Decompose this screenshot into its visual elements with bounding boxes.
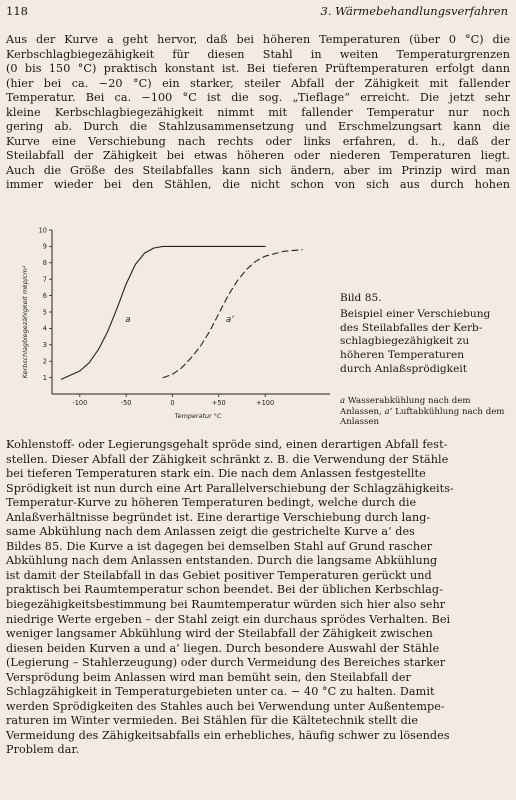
text-line: praktisch bei Raumtemperatur schon beendet. Bei der üblichen Kerbschlag-	[6, 583, 443, 597]
y-tick-label: 3	[42, 341, 47, 350]
text-line: Bildes 85. Die Kurve a ist dagegen bei demselben Stahl auf Grund rascher	[6, 539, 433, 553]
paragraph-upper	[6, 33, 510, 193]
x-tick-label: +100	[256, 399, 275, 407]
text-line: (0 bis 150 °C) praktisch konstant ist. Bei tieferen Prüftemperaturen erfolgt dann	[6, 62, 510, 76]
y-tick-label: 7	[42, 275, 47, 284]
text-line: same Abkühlung nach dem Anlassen zeigt die gestrichelte Kurve a’ des	[6, 525, 415, 539]
text-line: Auch die Größe des Steilabfalles kann sich ändern, aber im Prinzip wird man	[6, 163, 510, 177]
y-tick-label: 9	[42, 242, 47, 251]
x-tick-label: -50	[120, 399, 132, 407]
text-line: ist damit der Steilabfall in das Gebiet positiver Temperaturen gerückt und	[6, 568, 432, 582]
curve-label: a’	[225, 314, 234, 325]
caption-line: des Steilabfalles der Kerb-	[340, 321, 483, 334]
text-line: immer wieder bei den Stählen, die nicht schon von sich aus durch hohen	[6, 178, 510, 192]
caption-line: durch Anlaßsprödigkeit	[340, 362, 467, 375]
caption-label: Bild 85.	[340, 292, 382, 304]
text-line: Problem dar.	[6, 743, 80, 757]
legend-a-symbol: a	[340, 396, 346, 406]
text-line: stellen. Dieser Abfall der Zähigkeit schränkt z. B. die Verwendung der Stähle	[6, 452, 449, 466]
text-line: (hier bei ca. −20 °C) ein starker, steiler Abfall der Zähigkeit mit fallender	[6, 76, 510, 90]
chapter-title: 3. Wärmebehandlungsverfahren	[320, 4, 508, 18]
text-line: Temperatur-Kurve zu höheren Temperaturen bedingt, welche durch die	[6, 496, 417, 510]
x-axis-label: Temperatur °C	[174, 412, 222, 420]
text-line: Steilabfall der Zähigkeit bei etwas höheren oder niederen Temperaturen liegt.	[6, 149, 510, 163]
text-line: Temperatur. Bei ca. −100 °C ist die sog. „Tieflage“ erreicht. Die jetzt sehr	[6, 91, 510, 105]
text-line: Sprödigkeit ist nun durch eine Art Parallelverschiebung der Schlagzähigkeits-	[6, 481, 454, 495]
text-line: (Legierung – Stahlerzeugung) oder durch Vermeidung des Bereiches starker	[6, 656, 446, 670]
y-tick-label: 2	[42, 357, 47, 366]
y-tick-label: 10	[38, 226, 47, 235]
caption-line: schlagbiegezähigkeit zu	[340, 335, 470, 348]
text-line: diesen beiden Kurven a und a’ liegen. Durch besondere Auswahl der Stähle	[6, 641, 440, 655]
page-number: 118	[6, 4, 28, 18]
caption-line: Beispiel einer Verschiebung	[340, 307, 491, 320]
text-line: Aus der Kurve a geht hervor, daß bei höheren Temperaturen (über 0 °C) die	[6, 33, 510, 46]
y-tick-label: 6	[42, 291, 47, 300]
legend-a-prime-text: Luftabkühlung nach dem Anlassen	[340, 406, 505, 428]
legend-a-prime-symbol: a’	[384, 406, 393, 417]
curve-a-line	[61, 246, 265, 379]
text-line: raturen im Winter vermieden. Bei Stählen für die Kältetechnik stellt die	[6, 714, 419, 728]
y-tick-label: 5	[42, 308, 47, 317]
figure-legend	[340, 396, 508, 428]
impact-toughness-chart	[18, 222, 336, 434]
text-line: Schlagzähigkeit in Temperaturgebieten unter ca. − 40 °C zu halten. Damit	[6, 685, 435, 699]
y-tick-label: 1	[42, 373, 47, 382]
figure-85	[18, 222, 336, 434]
y-axis-label: Kerbschlagbiegezähigkeit mkp/cm²	[21, 265, 29, 379]
text-line: Versprödung beim Anlassen wird man bemüht sein, den Steilabfall der	[6, 670, 411, 684]
y-tick-label: 8	[42, 259, 47, 268]
caption-line: höheren Temperaturen	[340, 349, 465, 362]
text-line: gering ab. Durch die Stahlzusammensetzung und Erschmelzungsart kann die	[6, 120, 510, 134]
text-line: Vermeidung des Zähigkeitsabfalls ein erhebliches, häufig schwer zu lösendes	[6, 728, 450, 742]
text-line: Anlaßverhältnisse begründet ist. Eine derartige Verschiebung durch lang-	[6, 510, 431, 524]
x-tick-label: 0	[170, 399, 175, 407]
figure-caption	[340, 292, 508, 377]
text-line: Kurve eine Verschiebung nach rechts oder links erfahren, d. h., daß der	[6, 134, 510, 148]
curve-label: a	[125, 314, 131, 325]
curve-a-prime-line	[163, 250, 302, 378]
text-line: biegezähigkeitsbestimmung bei Raumtemperatur würden sich hier also sehr	[6, 598, 446, 612]
text-line: Kerbschlagbiegezähigkeit für diesen Stahl in weiten Temperaturgrenzen	[6, 47, 510, 61]
text-line: Abkühlung nach dem Anlassen entstanden. Durch die langsame Abkühlung	[6, 554, 438, 568]
y-tick-label: 4	[42, 324, 47, 333]
text-line: Kohlenstoff- oder Legierungsgehalt spröde sind, einen derartigen Abfall fest-	[6, 438, 448, 451]
text-line: bei tieferen Temperaturen stark ein. Die nach dem Anlassen festgestellte	[6, 467, 426, 481]
text-line: kleine Kerbschlagbiegezähigkeit nimmt mit fallender Temperatur nur noch	[6, 105, 510, 119]
paragraph-lower	[6, 438, 510, 758]
page-header	[6, 4, 508, 20]
x-tick-label: -100	[72, 399, 88, 407]
text-line: niedrige Werte ergeben – der Stahl zeigt ein durchaus sprödes Verhalten. Bei	[6, 612, 451, 626]
x-tick-label: +50	[211, 399, 226, 407]
legend-a-text: Wasserabkühlung nach dem Anlassen,	[340, 396, 471, 417]
text-line: werden Sprödigkeiten des Stahles auch bei Verwendung unter Außentempe-	[6, 699, 445, 713]
text-line: weniger langsamer Abkühlung wird der Steilabfall der Zähigkeit zwischen	[6, 627, 433, 641]
